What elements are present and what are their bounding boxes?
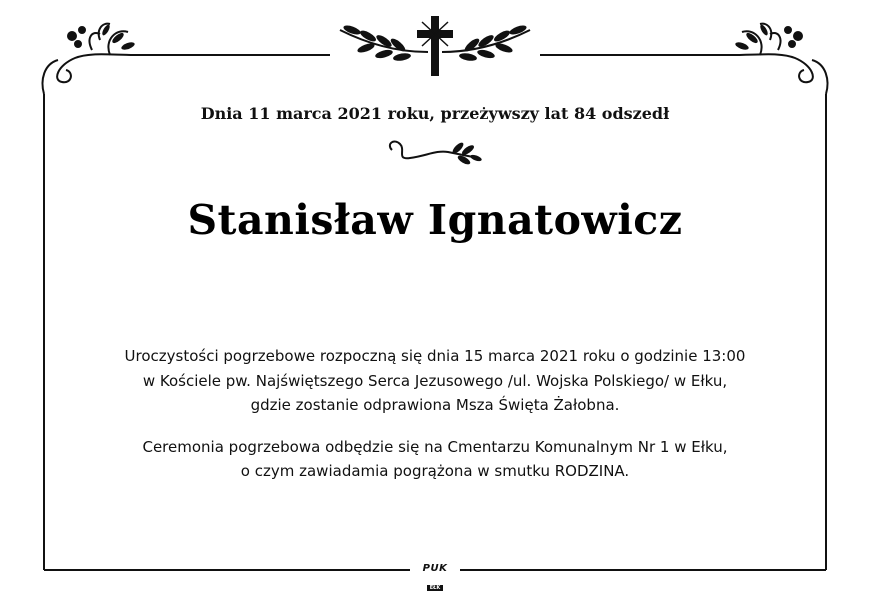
laurel-branch-icon bbox=[340, 24, 428, 62]
cross-icon bbox=[417, 16, 453, 76]
ceremony-line: o czym zawiadamia pogrążona w smutku RODZINA. bbox=[240, 462, 630, 480]
flourish-ornament-icon bbox=[43, 24, 140, 94]
ceremony-line: Ceremonia pogrzebowa odbędzie się na Cmentarzu Komunalnym Nr 1 w Ełku, bbox=[142, 437, 728, 456]
laurel-branch-icon bbox=[442, 24, 530, 62]
flourish-ornament-icon bbox=[730, 24, 827, 94]
funeral-details bbox=[0, 344, 870, 484]
logo-subtext: EŁK bbox=[427, 585, 444, 591]
details-line: w Kościele pw. Najświętszego Serca Jezusowego /ul. Wojska Polskiego/ w Ełku, bbox=[142, 371, 728, 390]
death-announcement: Dnia 11 marca 2021 roku, przeżywszy lat 84 odszedł bbox=[200, 104, 670, 123]
deceased-name: Stanisław Ignatowicz bbox=[187, 196, 683, 244]
puk-elk-logo bbox=[415, 564, 455, 593]
swirl-divider-icon bbox=[390, 141, 483, 166]
details-line: gdzie zostanie odprawiona Msza Święta Żałobna. bbox=[250, 396, 620, 414]
logo-text: PUK bbox=[422, 563, 448, 574]
details-line: Uroczystości pogrzebowe rozpoczną się dnia 15 marca 2021 roku o godzinie 13:00 bbox=[124, 347, 746, 365]
